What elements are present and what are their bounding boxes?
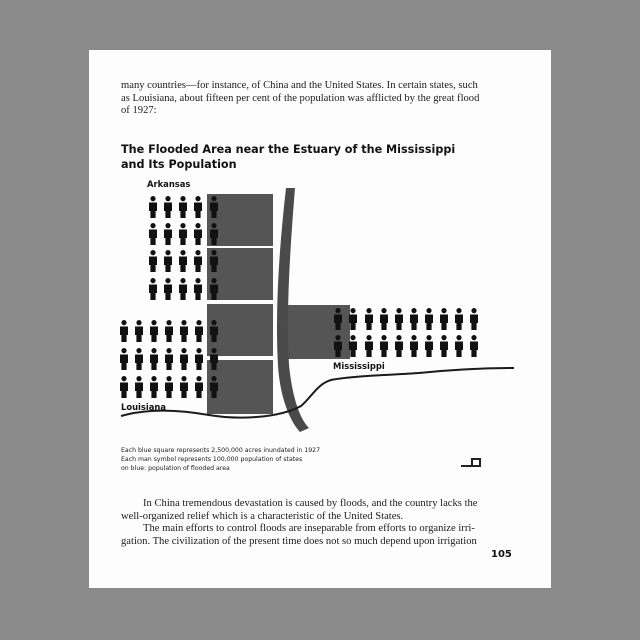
man-symbol (179, 278, 187, 300)
man-symbol (194, 278, 202, 300)
man-symbol (425, 335, 433, 357)
man-symbol (164, 223, 172, 245)
figure-title-line: and Its Population (121, 157, 237, 171)
man-symbol (164, 196, 172, 218)
man-symbol (440, 308, 448, 330)
man-symbol (455, 335, 463, 357)
man-symbol (455, 308, 463, 330)
man-symbol (149, 278, 157, 300)
man-symbol (365, 335, 373, 357)
man-symbol (195, 348, 203, 370)
man-symbol (149, 223, 157, 245)
man-symbol (380, 308, 388, 330)
man-symbol (395, 308, 403, 330)
man-symbol (179, 223, 187, 245)
man-symbol (425, 308, 433, 330)
man-symbol (395, 335, 403, 357)
man-symbol (365, 308, 373, 330)
man-symbol (164, 250, 172, 272)
man-symbol (150, 320, 158, 342)
book-page (89, 50, 551, 588)
text-line: as Louisiana, about fifteen per cent of the population was afflicted by the great flood (121, 92, 480, 104)
text-line: In China tremendous devastation is caused by floods, and the country lacks the (143, 498, 478, 509)
man-symbol (149, 250, 157, 272)
man-symbol (470, 335, 478, 357)
page-number: 105 (491, 549, 512, 560)
man-symbol (410, 335, 418, 357)
man-symbol (179, 196, 187, 218)
flood-square-arkansas (207, 194, 273, 246)
text-line: many countries—for instance, of China and the United States. In certain states, such (121, 80, 478, 91)
caption-line: on blue: population of flooded area (121, 465, 230, 472)
man-symbol (135, 376, 143, 398)
man-symbol (165, 320, 173, 342)
flood-square-mississippi (288, 305, 350, 359)
man-symbol (195, 320, 203, 342)
man-symbol (349, 335, 357, 357)
man-symbol (120, 320, 128, 342)
man-symbol (410, 308, 418, 330)
man-symbol (120, 348, 128, 370)
man-symbol (380, 335, 388, 357)
figure-title-line: The Flooded Area near the Estuary of the Mississippi (121, 143, 456, 156)
man-symbol (194, 223, 202, 245)
man-symbol (150, 376, 158, 398)
text-line: well-organized relief which is a characteristic of the United States. (121, 510, 404, 522)
caption-line: Each man symbol represents 100,000 population of states (121, 456, 303, 463)
man-symbol (440, 335, 448, 357)
man-symbol (470, 308, 478, 330)
man-symbol (349, 308, 357, 330)
paragraph-china (121, 498, 525, 548)
isotype-mark-icon (461, 458, 481, 467)
text-line: The main efforts to control floods are inseparable from efforts to organize irri- (143, 523, 475, 535)
label-arkansas: Arkansas (147, 179, 191, 189)
caption-line: Each blue square represents 2,500,000 acres inundated in 1927 (121, 447, 321, 454)
population-symbols (120, 196, 478, 398)
man-symbol (120, 376, 128, 398)
man-symbol (149, 196, 157, 218)
man-symbol (165, 376, 173, 398)
label-mississippi: Mississippi (333, 361, 385, 371)
man-symbol (194, 196, 202, 218)
man-symbol (179, 250, 187, 272)
man-symbol (135, 320, 143, 342)
man-symbol (164, 278, 172, 300)
man-symbol (180, 348, 188, 370)
man-symbol (180, 320, 188, 342)
man-symbol (180, 376, 188, 398)
man-symbol (135, 348, 143, 370)
coastline (121, 368, 514, 418)
text-line: of 1927: (121, 105, 157, 117)
man-symbol (165, 348, 173, 370)
text-line: gation. The civilization of the present time does not so much depend upon irrigation (121, 535, 477, 547)
man-symbol (195, 376, 203, 398)
man-symbol (150, 348, 158, 370)
man-symbol (194, 250, 202, 272)
label-louisiana: Louisiana (121, 402, 167, 412)
